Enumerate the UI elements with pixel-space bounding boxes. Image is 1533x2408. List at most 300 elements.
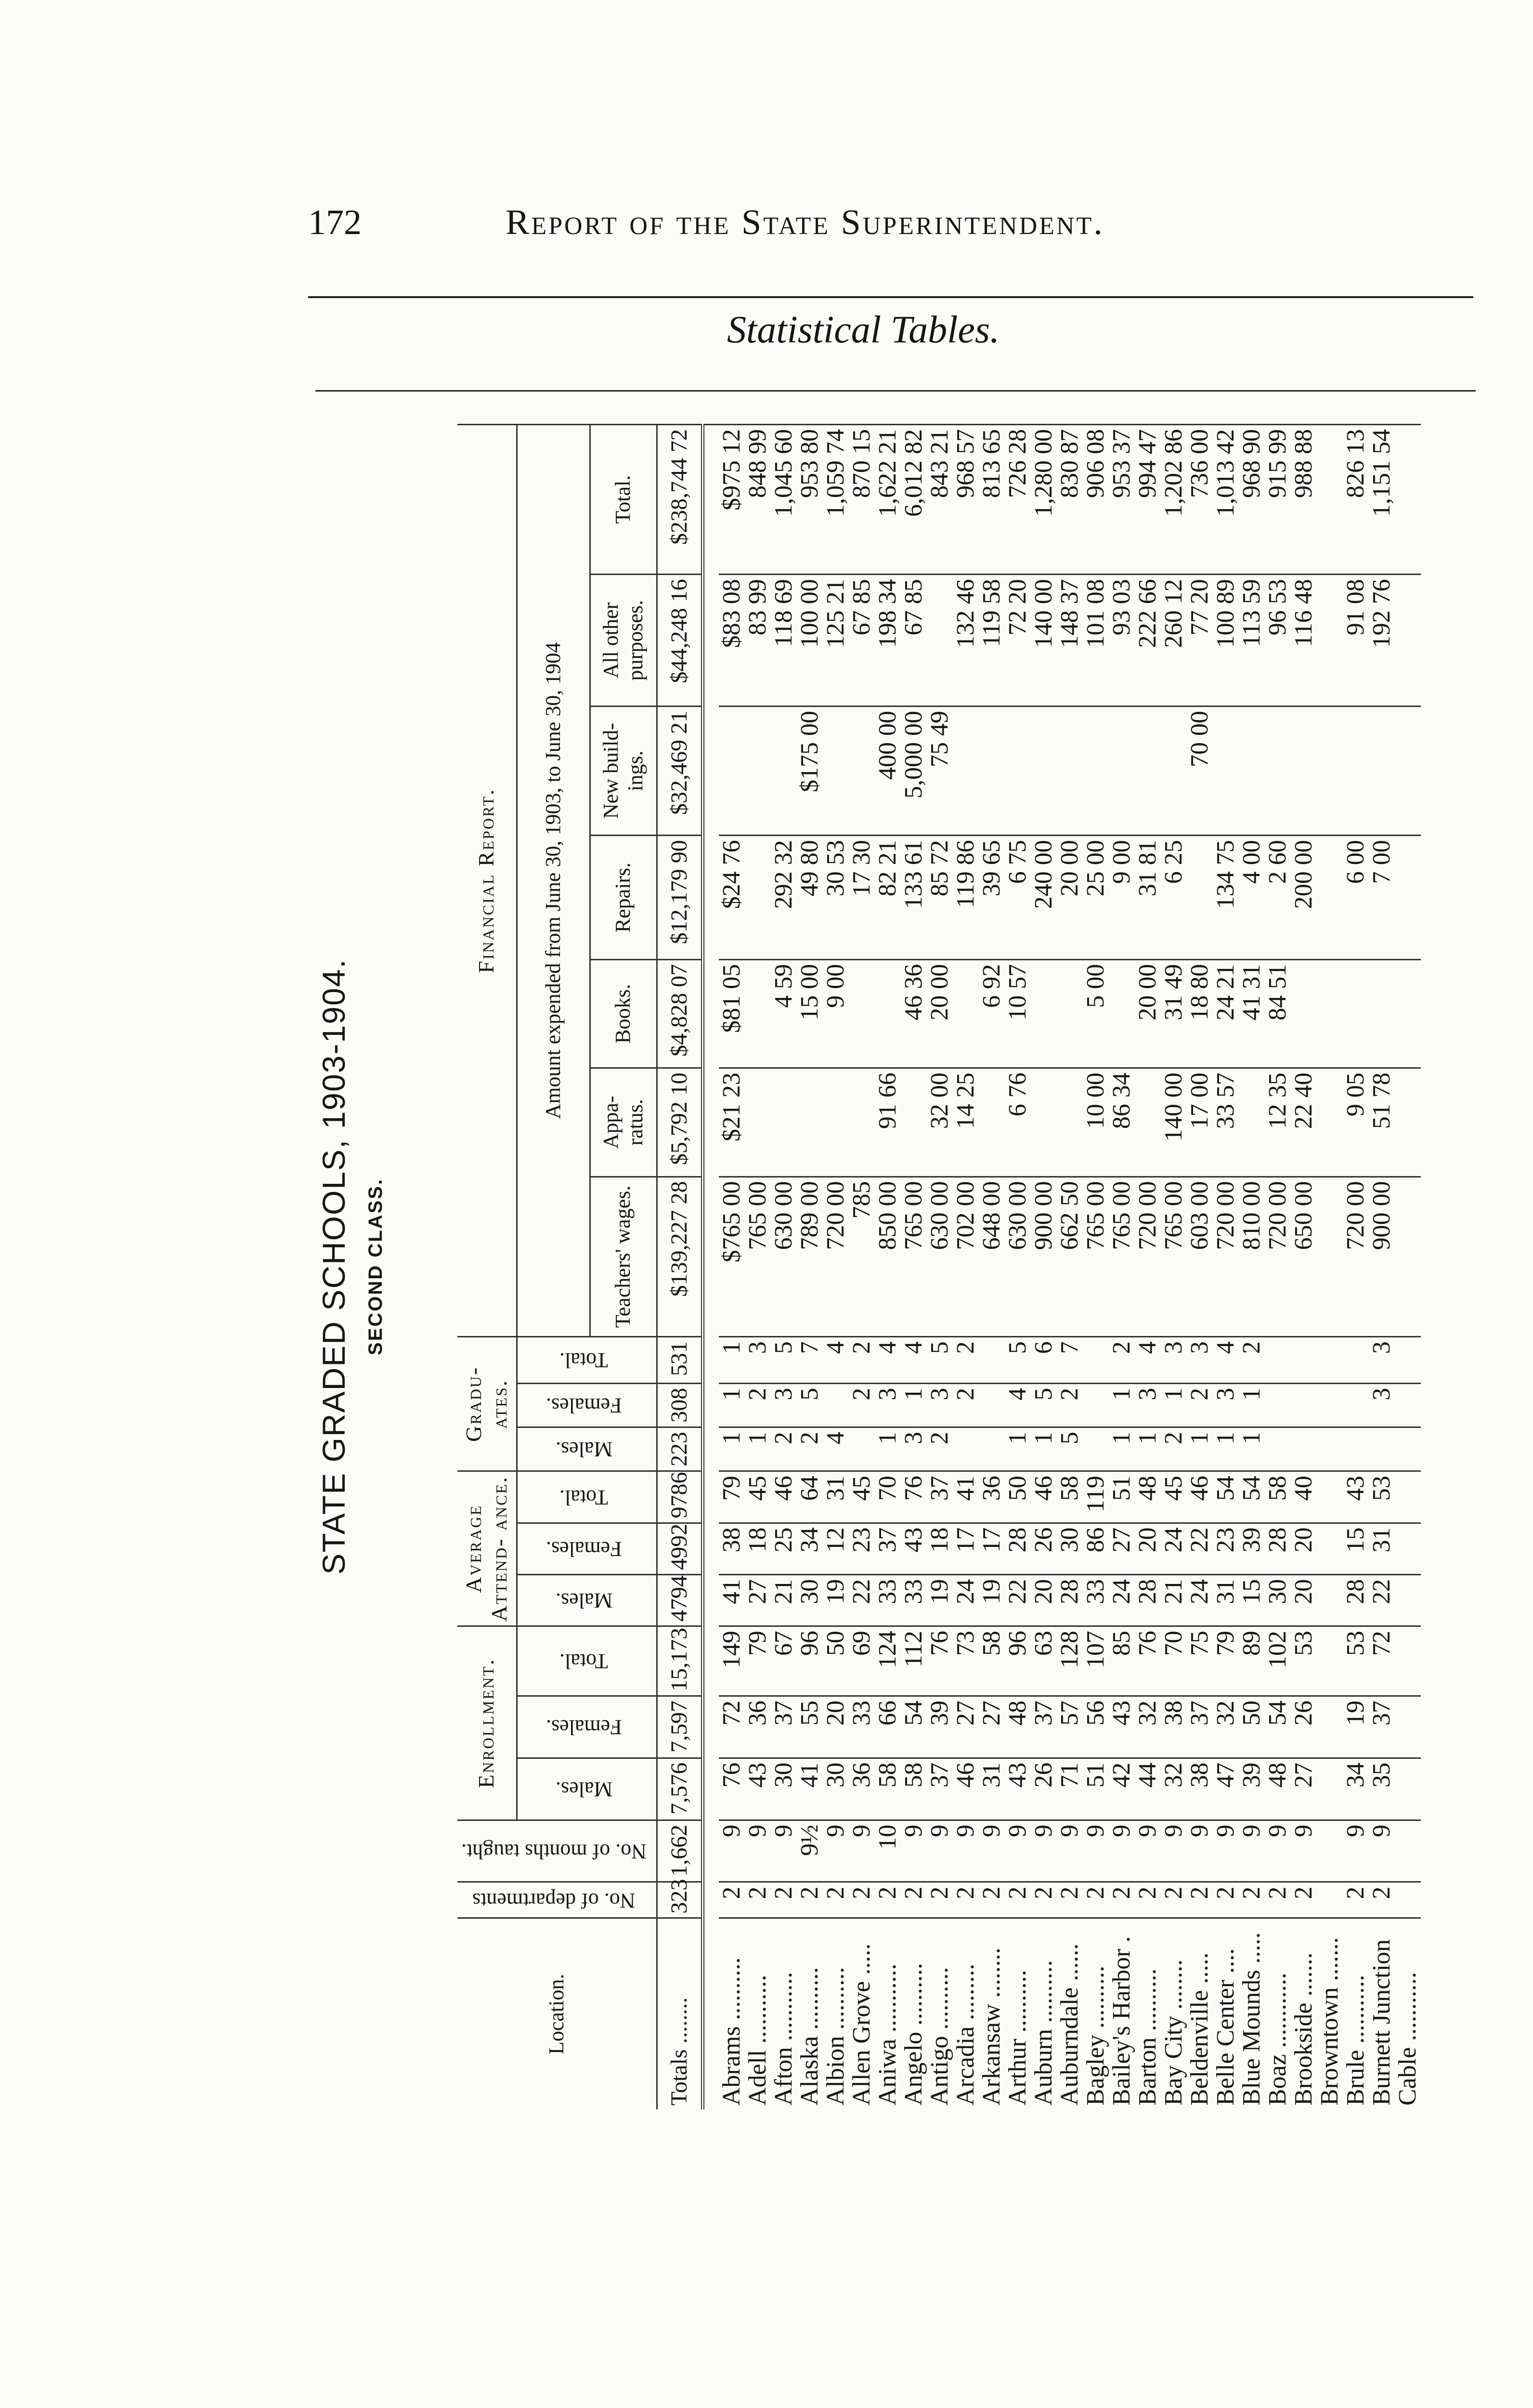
data-cell: 30 <box>1057 1523 1083 1574</box>
data-cell: 648 00 <box>979 1177 1005 1337</box>
data-cell: 7,597 <box>657 1696 702 1758</box>
data-cell: 28 <box>1057 1574 1083 1626</box>
data-cell: 9 <box>1239 1820 1265 1882</box>
spacer-row <box>702 425 719 2110</box>
data-cell: 25 <box>771 1523 797 1574</box>
data-cell <box>745 706 771 835</box>
data-cell: 148 37 <box>1057 575 1083 707</box>
data-cell <box>1317 1337 1343 1384</box>
data-cell: 119 <box>1083 1471 1109 1523</box>
data-cell: 994 47 <box>1135 425 1161 575</box>
data-cell: 86 34 <box>1109 1068 1135 1177</box>
data-cell: 17 <box>979 1523 1005 1574</box>
data-cell <box>1031 959 1057 1068</box>
location-cell: Bailey's Harbor . <box>1109 1918 1135 2109</box>
data-cell: 5 <box>1031 1383 1057 1427</box>
data-cell: 9 <box>1265 1820 1291 1882</box>
location-cell: Bay City ........ <box>1161 1918 1187 2109</box>
data-cell: 41 <box>797 1758 823 1820</box>
data-cell: 31 81 <box>1135 836 1161 960</box>
data-cell: 2 <box>1369 1882 1395 1918</box>
data-cell: 43 <box>901 1523 927 1574</box>
data-cell: 19 <box>927 1574 953 1626</box>
location-cell: Arthur .......... <box>1005 1918 1031 2109</box>
data-cell: 765 00 <box>745 1177 771 1337</box>
data-cell: 86 <box>1083 1523 1109 1574</box>
data-cell <box>1343 706 1369 835</box>
data-cell: 5 <box>1057 1427 1083 1471</box>
data-cell: 17 00 <box>1187 1068 1213 1177</box>
data-cell: 70 00 <box>1187 706 1213 835</box>
data-cell <box>1395 1574 1421 1626</box>
data-cell: 2 <box>1135 1882 1161 1918</box>
data-cell: 7 <box>1057 1337 1083 1384</box>
data-cell: $12,179 90 <box>657 836 702 960</box>
location-cell: Blue Mounds ..... <box>1239 1918 1265 2109</box>
data-cell: 79 <box>745 1626 771 1696</box>
data-cell: 50 <box>1239 1696 1265 1758</box>
data-cell <box>1109 959 1135 1068</box>
data-cell: 7,576 <box>657 1758 702 1820</box>
data-cell: 953 37 <box>1109 425 1135 575</box>
data-cell: 133 61 <box>901 836 927 960</box>
data-cell: 1 <box>1213 1427 1239 1471</box>
location-cell: Bagley .......... <box>1083 1918 1109 2109</box>
data-cell: 14 25 <box>953 1068 979 1177</box>
data-cell <box>1317 836 1343 960</box>
data-cell: 3 <box>771 1383 797 1427</box>
data-cell: 2 60 <box>1265 836 1291 960</box>
location-cell: Afton ........... <box>771 1918 797 2109</box>
data-cell: 9 05 <box>1343 1068 1369 1177</box>
header-other: All other purposes. <box>590 575 657 707</box>
data-cell: 31 <box>1213 1574 1239 1626</box>
data-cell: $5,792 10 <box>657 1068 702 1177</box>
data-cell: 42 <box>1109 1758 1135 1820</box>
totals-row <box>657 425 702 2110</box>
data-cell: 9 <box>1343 1820 1369 1882</box>
data-cell: 830 87 <box>1057 425 1083 575</box>
data-cell: 55 <box>797 1696 823 1758</box>
data-cell: 28 <box>1265 1523 1291 1574</box>
data-cell: 24 <box>953 1574 979 1626</box>
data-cell <box>953 959 979 1068</box>
data-cell: 2 <box>1187 1882 1213 1918</box>
data-cell <box>1395 1820 1421 1882</box>
data-cell: 17 <box>953 1523 979 1574</box>
location-cell: Adell ........... <box>745 1918 771 2109</box>
table-row <box>1187 425 1213 2110</box>
data-cell: 46 <box>953 1758 979 1820</box>
data-cell: 38 <box>719 1523 745 1574</box>
data-cell: 85 72 <box>927 836 953 960</box>
data-cell: 720 00 <box>823 1177 849 1337</box>
data-cell: 900 00 <box>1031 1177 1057 1337</box>
data-cell: 9 <box>1057 1820 1083 1882</box>
data-cell: 5 <box>797 1383 823 1427</box>
data-cell: 72 <box>1369 1626 1395 1696</box>
data-cell: 100 89 <box>1213 575 1239 707</box>
data-cell <box>1395 1523 1421 1574</box>
data-cell <box>745 1068 771 1177</box>
data-cell: 24 <box>1187 1574 1213 1626</box>
data-cell: 1,202 86 <box>1161 425 1187 575</box>
data-cell: 2 <box>1291 1882 1317 1918</box>
data-cell: 31 <box>1369 1523 1395 1574</box>
data-cell: 662 50 <box>1057 1177 1083 1337</box>
data-cell: 23 <box>1213 1523 1239 1574</box>
data-cell: 2 <box>745 1383 771 1427</box>
header-attendance: Average Attend- ance. <box>457 1471 517 1626</box>
data-cell: 22 <box>1187 1523 1213 1574</box>
data-cell <box>1395 1177 1421 1337</box>
data-cell: 27 <box>979 1696 1005 1758</box>
data-cell: 132 46 <box>953 575 979 707</box>
data-cell: 726 28 <box>1005 425 1031 575</box>
data-cell: 1 <box>1161 1383 1187 1427</box>
table-title: STATE GRADED SCHOOLS, 1903-1904. <box>316 958 351 1575</box>
data-cell: 57 <box>1057 1696 1083 1758</box>
data-cell: 82 21 <box>875 836 901 960</box>
header-apparatus: Appa- ratus. <box>590 1068 657 1177</box>
data-cell: 323 <box>657 1882 702 1918</box>
data-cell: 2 <box>927 1427 953 1471</box>
data-cell: 58 <box>1057 1471 1083 1523</box>
data-cell: 2 <box>771 1427 797 1471</box>
data-cell: 34 <box>797 1523 823 1574</box>
data-cell: 49 80 <box>797 836 823 960</box>
data-cell: 2 <box>1005 1882 1031 1918</box>
table-subtitle: SECOND CLASS. <box>365 1178 386 1355</box>
table-row <box>1395 425 1421 2110</box>
header-enroll-females: Females. <box>517 1696 657 1758</box>
header-wages: Teachers' wages. <box>590 1177 657 1337</box>
data-cell: 119 58 <box>979 575 1005 707</box>
data-cell <box>1317 1383 1343 1427</box>
data-cell: 18 80 <box>1187 959 1213 1068</box>
data-cell <box>1057 706 1083 835</box>
data-cell: 4 00 <box>1239 836 1265 960</box>
data-cell: 20 <box>1291 1523 1317 1574</box>
data-cell: 51 78 <box>1369 1068 1395 1177</box>
data-cell: 5 00 <box>1083 959 1109 1068</box>
data-cell: 32 00 <box>927 1068 953 1177</box>
data-cell: 1 <box>1109 1383 1135 1427</box>
table-row <box>1161 425 1187 2110</box>
data-cell: 3 <box>1369 1383 1395 1427</box>
table-body <box>657 425 1421 2110</box>
data-cell: 2 <box>901 1882 927 1918</box>
data-cell <box>1395 1068 1421 1177</box>
data-cell: 24 <box>1161 1523 1187 1574</box>
table-row <box>1109 425 1135 2110</box>
data-cell: 4 <box>1213 1337 1239 1384</box>
data-cell: 37 <box>1031 1696 1057 1758</box>
table-row <box>1213 425 1239 2110</box>
data-cell: 198 34 <box>875 575 901 707</box>
data-cell: 5,000 00 <box>901 706 927 835</box>
data-cell <box>953 706 979 835</box>
data-cell <box>1317 1696 1343 1758</box>
data-cell: 76 <box>719 1758 745 1820</box>
data-cell: 2 <box>719 1882 745 1918</box>
data-cell: 22 40 <box>1291 1068 1317 1177</box>
data-cell: $765 00 <box>719 1177 745 1337</box>
data-cell: 2 <box>1343 1882 1369 1918</box>
data-cell: 45 <box>745 1471 771 1523</box>
data-cell <box>823 1383 849 1427</box>
data-cell: 200 00 <box>1291 836 1317 960</box>
data-cell: 9 <box>745 1820 771 1882</box>
data-cell: 702 00 <box>953 1177 979 1337</box>
data-cell: 2 <box>927 1882 953 1918</box>
data-cell: 96 <box>797 1626 823 1696</box>
data-cell: 240 00 <box>1031 836 1057 960</box>
data-cell: 83 99 <box>745 575 771 707</box>
data-cell: 100 00 <box>797 575 823 707</box>
data-cell: 27 <box>1291 1758 1317 1820</box>
data-cell: 900 00 <box>1369 1177 1395 1337</box>
data-cell: 26 <box>1031 1523 1057 1574</box>
data-cell: 1 <box>1239 1427 1265 1471</box>
data-cell: 9 <box>953 1820 979 1882</box>
data-cell: $4,828 07 <box>657 959 702 1068</box>
data-cell: 9 <box>719 1820 745 1882</box>
data-cell: 79 <box>719 1471 745 1523</box>
data-cell: 1,151 54 <box>1369 425 1395 575</box>
data-cell <box>797 1068 823 1177</box>
location-cell: Barton .......... <box>1135 1918 1161 2109</box>
table-row <box>771 425 797 2110</box>
data-cell <box>1369 706 1395 835</box>
data-cell: 1 <box>875 1427 901 1471</box>
data-cell <box>1395 1471 1421 1523</box>
table-row <box>875 425 901 2110</box>
data-cell: 968 57 <box>953 425 979 575</box>
data-cell <box>745 959 771 1068</box>
data-cell: 720 00 <box>1265 1177 1291 1337</box>
data-cell: 720 00 <box>1135 1177 1161 1337</box>
data-cell <box>1317 1758 1343 1820</box>
data-cell: 9 <box>1031 1820 1057 1882</box>
data-cell: 28 <box>1005 1523 1031 1574</box>
data-cell: $975 12 <box>719 425 745 575</box>
data-cell: 43 <box>1109 1696 1135 1758</box>
data-cell <box>1265 706 1291 835</box>
data-cell: 7 00 <box>1369 836 1395 960</box>
data-cell: 9 <box>771 1820 797 1882</box>
data-cell: 4 <box>1005 1383 1031 1427</box>
data-cell: 33 <box>849 1696 875 1758</box>
data-cell: 24 21 <box>1213 959 1239 1068</box>
data-cell <box>1317 1626 1343 1696</box>
data-cell: 9 <box>1369 1820 1395 1882</box>
data-cell: 21 <box>1161 1574 1187 1626</box>
data-cell: 39 <box>927 1696 953 1758</box>
data-cell: 54 <box>901 1696 927 1758</box>
caption-rule <box>315 390 1476 392</box>
data-cell: 44 <box>1135 1758 1161 1820</box>
data-cell: 9 <box>1005 1820 1031 1882</box>
data-cell <box>1317 1523 1343 1574</box>
data-cell: 12 <box>823 1523 849 1574</box>
data-cell: 102 <box>1265 1626 1291 1696</box>
data-cell <box>1317 575 1343 707</box>
data-cell: 4 <box>1135 1337 1161 1384</box>
data-cell: 1 <box>1031 1427 1057 1471</box>
data-cell <box>1343 1337 1369 1384</box>
data-cell: 45 <box>1161 1471 1187 1523</box>
data-cell <box>1057 1068 1083 1177</box>
data-cell: 9 <box>927 1820 953 1882</box>
data-cell: 260 12 <box>1161 575 1187 707</box>
data-cell: 15 00 <box>797 959 823 1068</box>
data-cell <box>979 706 1005 835</box>
table-row <box>901 425 927 2110</box>
data-cell: 91 08 <box>1343 575 1369 707</box>
data-cell: 76 <box>1135 1626 1161 1696</box>
data-cell: 9 00 <box>823 959 849 1068</box>
data-cell: 5 <box>771 1337 797 1384</box>
data-cell: 3 <box>1187 1337 1213 1384</box>
location-cell: Allen Grove ..... <box>849 1918 875 2109</box>
data-cell: 2 <box>953 1882 979 1918</box>
data-cell: 2 <box>1083 1882 1109 1918</box>
header-buildings: New build- ings. <box>590 706 657 835</box>
data-cell: 37 <box>771 1696 797 1758</box>
header-grad-total: Total. <box>517 1337 657 1384</box>
data-cell: 2 <box>797 1427 823 1471</box>
data-cell: 53 <box>1343 1626 1369 1696</box>
data-cell: 9 <box>1161 1820 1187 1882</box>
location-cell: Brule ........... <box>1343 1918 1369 2109</box>
data-cell <box>875 959 901 1068</box>
data-cell: 30 <box>771 1758 797 1820</box>
header-financial: Financial Report. <box>457 425 517 1337</box>
data-cell: 50 <box>823 1626 849 1696</box>
data-cell: 45 <box>849 1471 875 1523</box>
data-cell: 31 49 <box>1161 959 1187 1068</box>
data-cell <box>1395 425 1421 575</box>
top-rule <box>308 296 1473 298</box>
data-cell: 20 00 <box>1135 959 1161 1068</box>
data-cell: 43 <box>1005 1758 1031 1820</box>
data-cell: 292 32 <box>771 836 797 960</box>
location-cell: Cable ........... <box>1395 1918 1421 2109</box>
data-cell: 41 31 <box>1239 959 1265 1068</box>
data-cell: 30 <box>797 1574 823 1626</box>
data-cell: 10 57 <box>1005 959 1031 1068</box>
data-cell: 23 <box>849 1523 875 1574</box>
data-cell: 30 53 <box>823 836 849 960</box>
data-cell: 9 <box>1187 1820 1213 1882</box>
data-cell: 46 <box>1187 1471 1213 1523</box>
data-cell: 58 <box>1265 1471 1291 1523</box>
data-cell: 850 00 <box>875 1177 901 1337</box>
data-cell: 1 <box>719 1383 745 1427</box>
data-cell: 96 <box>1005 1626 1031 1696</box>
location-cell: Beldenville ..... <box>1187 1918 1213 2109</box>
data-cell: 9786 <box>657 1471 702 1523</box>
data-cell: 26 <box>1031 1758 1057 1820</box>
data-cell <box>1239 1068 1265 1177</box>
table-row <box>927 425 953 2110</box>
data-cell: 2 <box>797 1882 823 1918</box>
data-cell: 20 00 <box>1057 836 1083 960</box>
data-cell: 48 <box>1005 1696 1031 1758</box>
data-cell <box>1395 1758 1421 1820</box>
data-cell: 56 <box>1083 1696 1109 1758</box>
data-cell: 37 <box>927 1758 953 1820</box>
data-cell: 70 <box>875 1471 901 1523</box>
data-cell: 2 <box>979 1882 1005 1918</box>
data-cell: 6 25 <box>1161 836 1187 960</box>
data-cell: 21 <box>771 1574 797 1626</box>
data-cell: 2 <box>1161 1427 1187 1471</box>
data-cell: 4794 <box>657 1574 702 1626</box>
data-cell <box>1317 1574 1343 1626</box>
data-cell: 1 <box>1135 1427 1161 1471</box>
data-cell: 72 <box>719 1696 745 1758</box>
data-cell: 968 90 <box>1239 425 1265 575</box>
data-cell <box>1395 959 1421 1068</box>
data-cell: 9 <box>823 1820 849 1882</box>
data-cell: 1,013 42 <box>1213 425 1239 575</box>
data-cell: 1 <box>901 1383 927 1427</box>
data-cell: 1 <box>1187 1427 1213 1471</box>
data-cell: 76 <box>927 1626 953 1696</box>
data-cell: 223 <box>657 1427 702 1471</box>
data-cell: 19 <box>823 1574 849 1626</box>
data-cell: 54 <box>1239 1471 1265 1523</box>
header-location: Location. <box>457 1918 657 2109</box>
data-cell: 48 <box>1265 1758 1291 1820</box>
data-cell: 58 <box>875 1758 901 1820</box>
data-cell: 32 <box>1213 1696 1239 1758</box>
data-cell: 1 <box>1239 1383 1265 1427</box>
spacer-cell <box>702 425 719 2110</box>
data-cell: 5 <box>927 1337 953 1384</box>
data-cell: 765 00 <box>1083 1177 1109 1337</box>
data-cell: 20 <box>1291 1574 1317 1626</box>
data-cell: 4 <box>823 1337 849 1384</box>
location-cell: Belle Center .... <box>1213 1918 1239 2109</box>
data-cell: 1,662 <box>657 1820 702 1882</box>
data-cell: 1 <box>1005 1427 1031 1471</box>
location-cell: Alaska .......... <box>797 1918 823 2109</box>
data-cell: 6 <box>1031 1337 1057 1384</box>
location-cell: Totals ........ <box>657 1918 702 2109</box>
data-cell: 46 <box>1031 1471 1057 1523</box>
data-cell: 73 <box>953 1626 979 1696</box>
data-cell: 48 <box>1135 1471 1161 1523</box>
data-cell <box>849 706 875 835</box>
data-cell <box>719 706 745 835</box>
data-cell: 149 <box>719 1626 745 1696</box>
data-cell <box>1291 1383 1317 1427</box>
table-row <box>823 425 849 2110</box>
data-cell <box>823 706 849 835</box>
section-caption: Statistical Tables. <box>727 309 1000 351</box>
data-cell: 222 66 <box>1135 575 1161 707</box>
data-cell: 67 <box>771 1626 797 1696</box>
data-cell <box>901 1068 927 1177</box>
table-row <box>1135 425 1161 2110</box>
data-cell <box>1317 706 1343 835</box>
data-cell: 19 <box>1343 1696 1369 1758</box>
data-cell: 2 <box>745 1882 771 1918</box>
data-cell <box>1369 959 1395 1068</box>
